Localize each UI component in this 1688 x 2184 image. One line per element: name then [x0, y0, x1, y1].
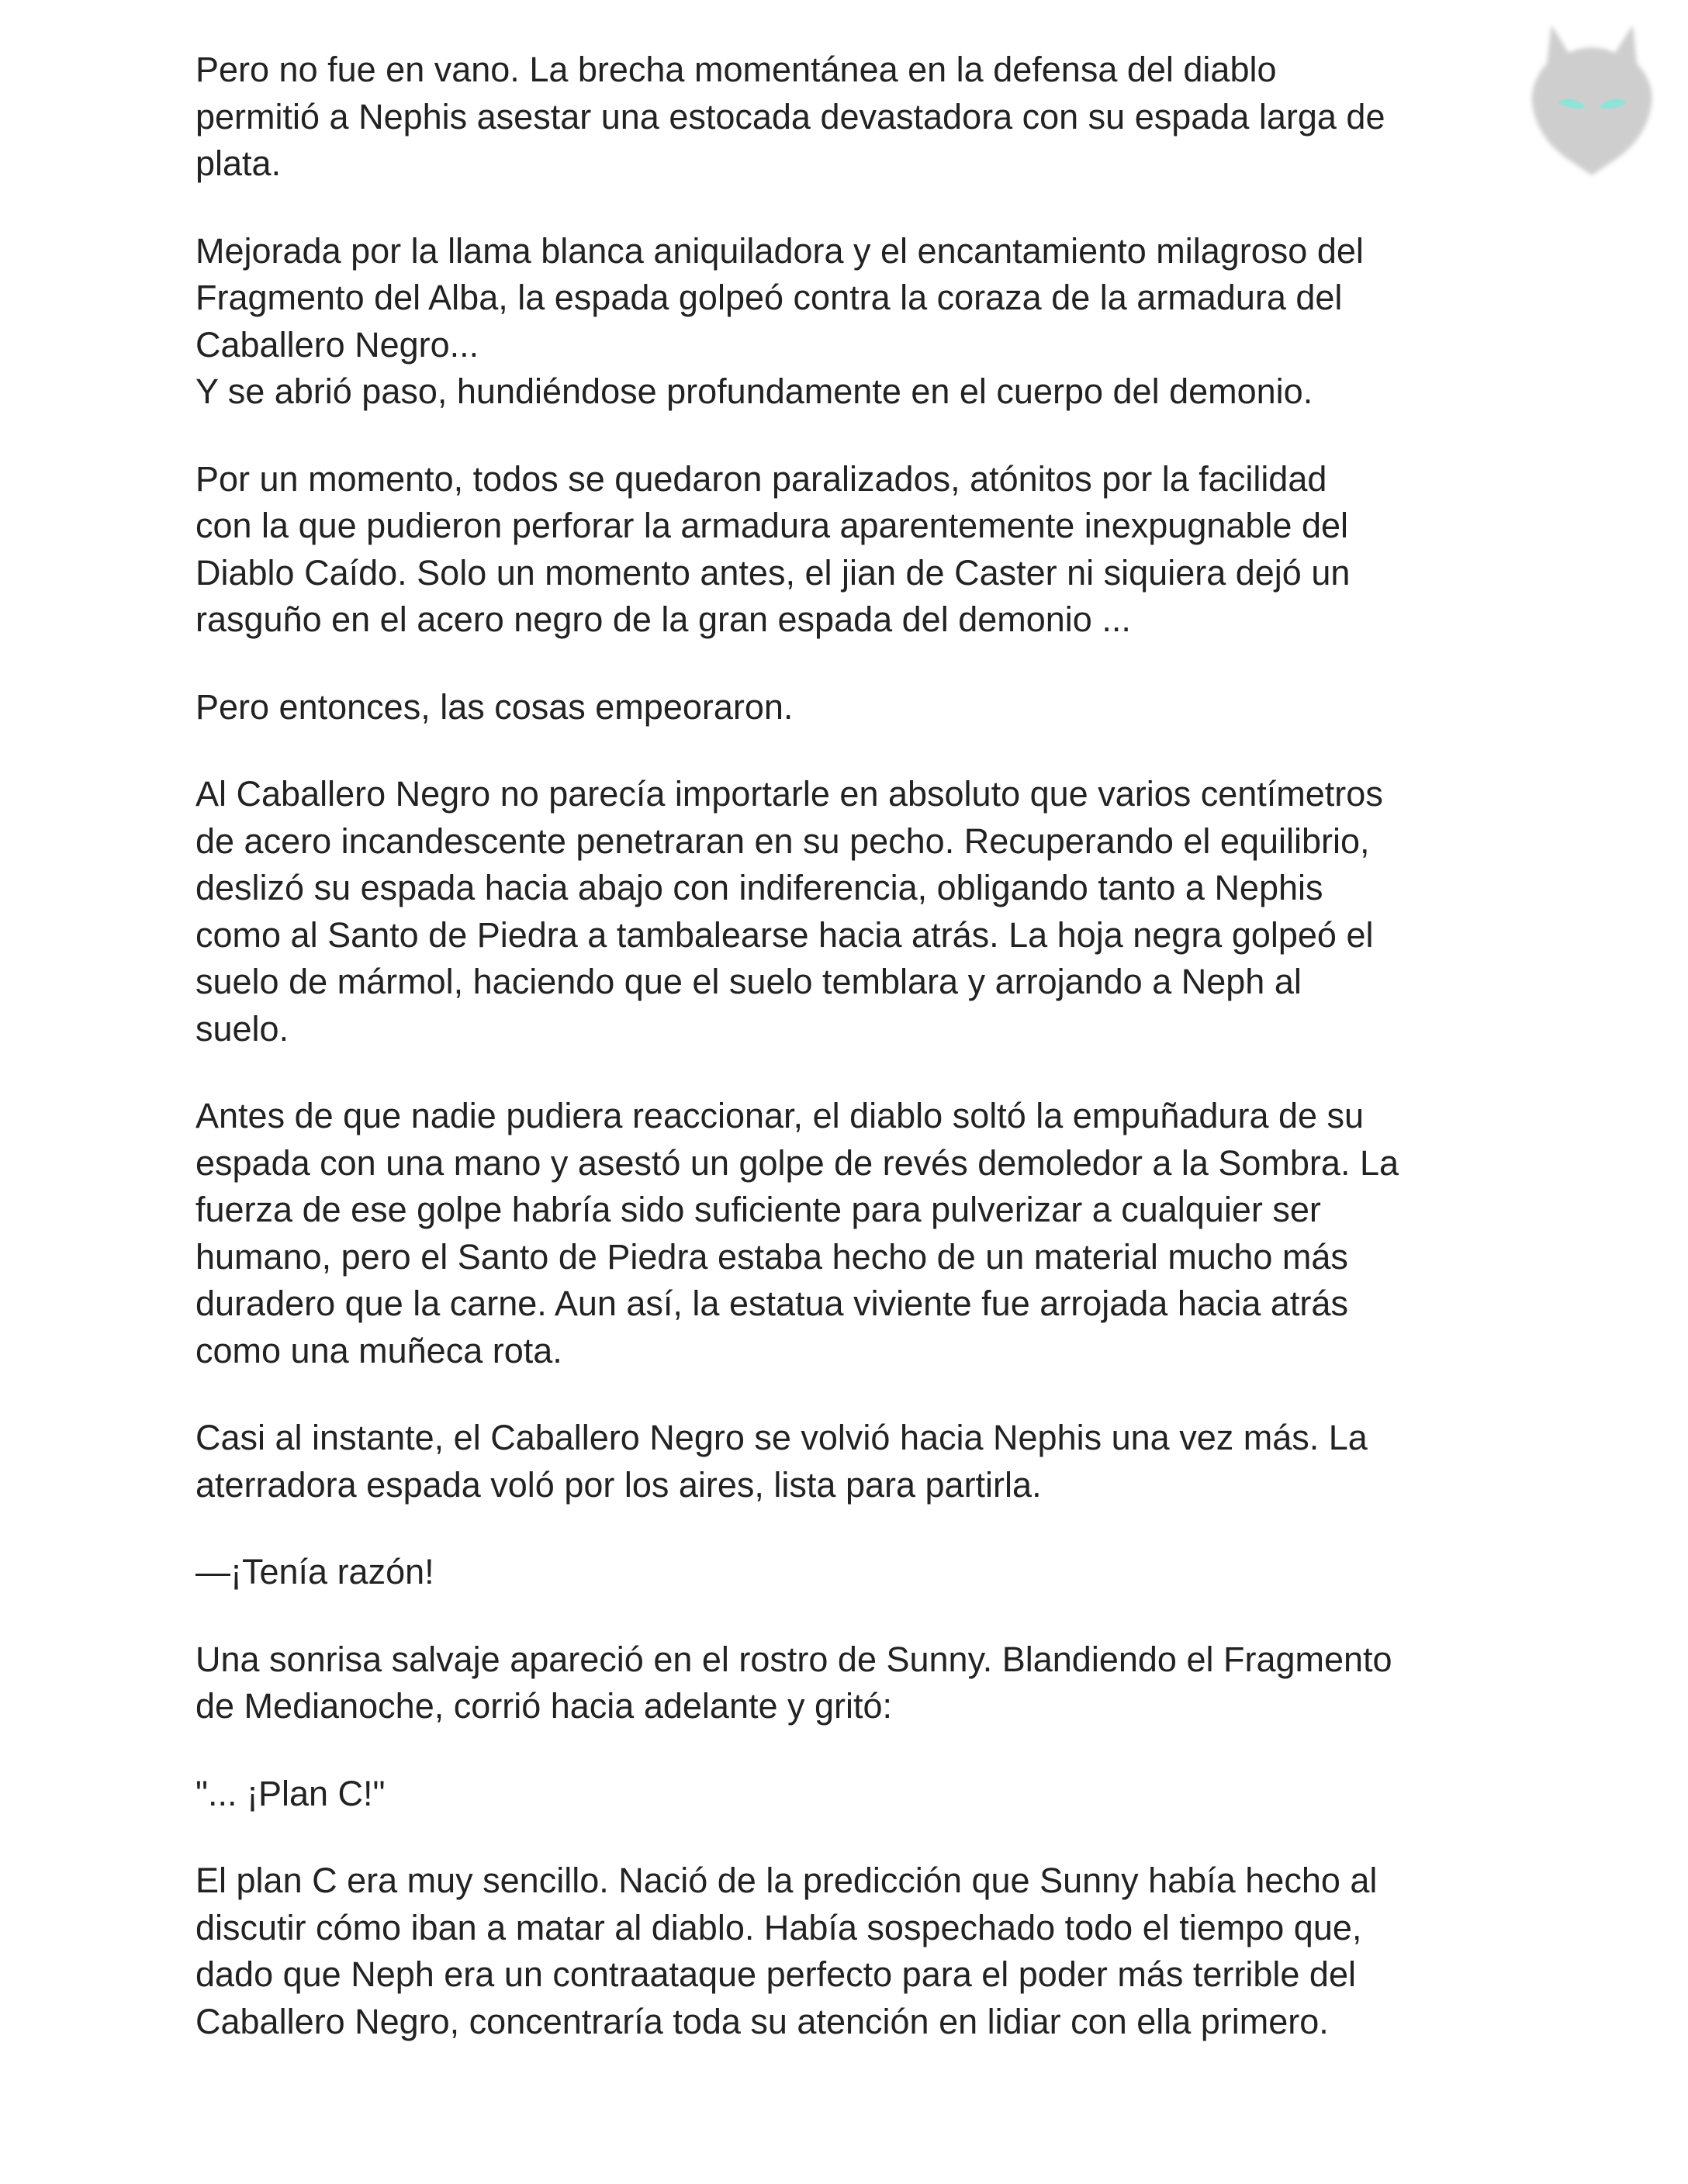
paragraph-1: Pero no fue en vano. La brecha momentánea en la defensa del diablo permitió a Nephis asestar una estocada devastadora con su espada larga de plata. — [195, 50, 1385, 183]
document-body — [195, 47, 1514, 2086]
paragraph-8: —¡Tenía razón! — [195, 1552, 434, 1591]
paragraph-11: El plan C era muy sencillo. Nació de la predicción que Sunny había hecho al discutir cómo iban a matar al diablo. Había sospechado todo el tiempo que, dado que Neph era un contraataque perfecto para el poder más terrible del Caballero Negro, concentraría toda su atención en lidiar con ella primero. — [195, 1861, 1378, 2041]
paragraph-10: "... ¡Plan C!" — [195, 1773, 386, 1813]
demon-head-icon — [1520, 16, 1664, 182]
paragraph-7: Casi al instante, el Caballero Negro se volvió hacia Nephis una vez más. La aterradora espada voló por los aires, lista para partirla. — [195, 1418, 1368, 1505]
paragraph-5: Al Caballero Negro no parecía importarle en absoluto que varios centímetros de acero incandescente penetraran en su pecho. Recuperando el equilibrio, deslizó su espada hacia abajo con indiferencia, obligando tanto a Nephis como al Santo de Piedra a tambalearse hacia atrás. La hoja negra golpeó el suelo de mármol, haciendo que el suelo temblara y arrojando a Neph al suelo. — [195, 774, 1383, 1049]
paragraph-6: Antes de que nadie pudiera reaccionar, el diablo soltó la empuñadura de su espada con una mano y asestó un golpe de revés demoledor a la Sombra. La fuerza de ese golpe habría sido suficiente para pulverizar a cualquier ser humano, pero el Santo de Piedra estaba hecho de un material mucho más duradero que la carne. Aun así, la estatua viviente fue arrojada hacia atrás como una muñeca rota. — [195, 1096, 1399, 1370]
demon-head-shape — [1532, 25, 1652, 175]
paragraph-4: Pero entonces, las cosas empeoraron. — [195, 686, 794, 727]
paragraph-2: Mejorada por la llama blanca aniquiladora y el encantamiento milagroso del Fragmento del Alba, la espada golpeó contra la coraza de la armadura del Caballero Negro... Y se abrió paso, hundiéndose profundamente en el cuerpo del demonio. — [195, 230, 1364, 411]
paragraph-9: Una sonrisa salvaje apareció en el rostro de Sunny. Blandiendo el Fragmento de Medianoche, corrió hacia adelante y gritó: — [195, 1639, 1392, 1726]
paragraph-3: Por un momento, todos se quedaron paralizados, atónitos por la facilidad con la que pudieron perforar la armadura aparentemente inexpugnable del Diablo Caído. Solo un momento antes, el jian de Caster ni siquiera dejó un rasguño en el acero negro de la gran espada del demonio ... — [195, 458, 1351, 639]
